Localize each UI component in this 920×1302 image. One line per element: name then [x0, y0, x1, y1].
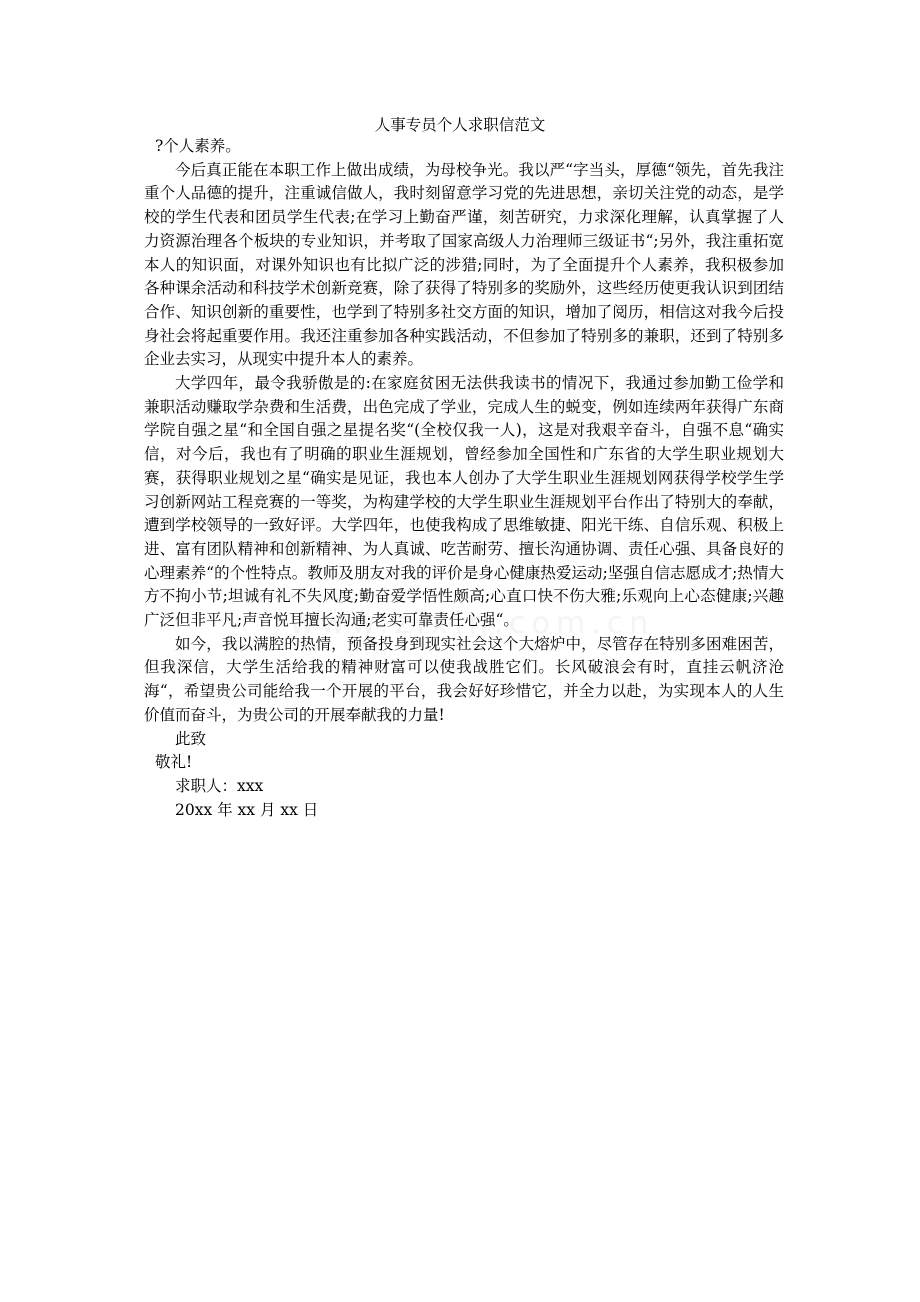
closing-line: 此致	[175, 729, 207, 748]
paragraph-3: 如今，我以满腔的热情，预备投身到现实社会这个大熔炉中，尽管存在特别多困难困苦，但我深信，大学生活给我的精神财富可以使我战胜它们。长风破浪会有时，直挂云帆济沧海“，希望贵公司能给我一个开展的平台，我会好好珍惜它，并全力以赴，为实现本人的人生价值而奋斗，为贵公司的开展奉献我的力量!	[144, 634, 784, 724]
signature-line: 求职人：xxx	[175, 776, 264, 795]
document-title: 人事专员个人求职信范文	[374, 116, 546, 134]
document-body	[144, 135, 784, 822]
lead-line: ?个人素养。	[155, 137, 241, 155]
paragraph-1: 今后真正能在本职工作上做出成绩，为母校争光。我以严“字当头，厚德“领先，首先我注重个人品德的提升，注重诚信做人，我时刻留意学习党的先进思想，亲切关注党的动态，是学校的学生代表和团员学生代表;在学习上勤奋严谨，刻苦研究，力求深化理解，认真掌握了人力资源治理各个板块的专业知识，并考取了国家高级人力治理师三级证书“;另外，我注重拓宽本人的知识面，对课外知识也有比拟广泛的涉猎;同时，为了全面提升个人素养，我积极参加各种课余活动和科技学术创新竞赛，除了获得了特别多的奖励外，这些经历使更我认识到团结合作、知识创新的重要性，也学到了特别多社交方面的知识，增加了阅历，相信这对我今后投身社会将起重要作用。我还注重参加各种实践活动，不但参加了特别多的兼职，还到了特别多企业去实习，从现实中提升本人的素养。	[144, 160, 784, 369]
salutation-line: 敬礼!	[155, 753, 193, 772]
paragraph-2: 大学四年，最令我骄傲是的:在家庭贫困无法供我读书的情况下，我通过参加勤工俭学和兼职活动赚取学杂费和生活费，出色完成了学业，完成人生的蜕变，例如连续两年获得广东商学院自强之星“和全国自强之星提名奖“(全校仅我一人)，这是对我艰辛奋斗，自强不息“确实信，对今后，我也有了明确的职业生涯规划，曾经参加全国性和广东省的大学生职业规划大赛，获得职业规划之星“确实是见证，我也本人创办了大学生职业生涯规划网获得学校学生学习创新网站工程竞赛的一等奖，为构建学校的大学生职业生涯规划平台作出了特别大的奉献，遭到学校领导的一致好评。大学四年，也使我构成了思维敏捷、阳光干练、自信乐观、积极上进、富有团队精神和创新精神、为人真诚、吃苦耐劳、擅长沟通协调、责任心强、具备良好的心理素养“的个性特点。教师及朋友对我的评价是身心健康热爱运动;坚强自信志愿成才;热情大方不拘小节;坦诚有礼不失风度;勤奋爱学悟性颇高;心直口快不伤大雅;乐观向上心态健康;兴趣广泛但非平凡;声音悦耳擅长沟通;老实可靠责任心强“。	[144, 374, 784, 630]
date-line: 20xx 年 xx 月 xx 日	[175, 800, 319, 819]
